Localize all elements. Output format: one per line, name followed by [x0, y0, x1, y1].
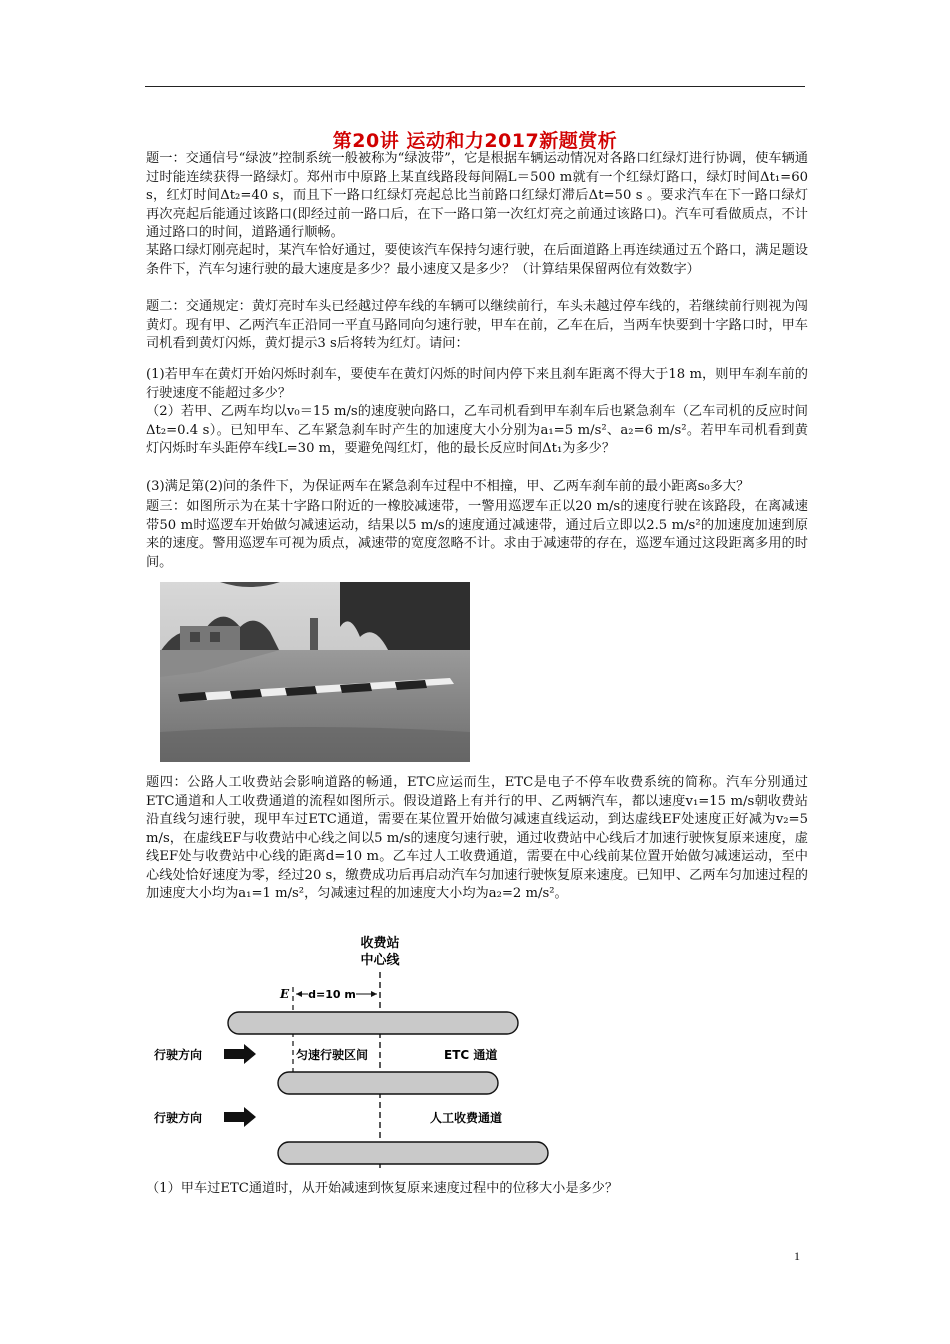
- lane-island-2: [278, 1072, 498, 1094]
- point-e-label: E: [280, 987, 290, 1001]
- manual-lane-label: 人工收费通道: [430, 1111, 503, 1125]
- question-2-part-1: (1)若甲车在黄灯开始闪烁时刹车，要使车在黄灯闪烁的时间内停下来且刹车距离不得大于18 m，则甲车刹车前的行驶速度不能超过多少？: [146, 367, 808, 401]
- etc-lane-label: ETC 通道: [444, 1048, 498, 1062]
- question-4: 题四：公路人工收费站会影响道路的畅通，ETC应运而生，ETC是电子不停车收费系统的简称。汽车分别通过ETC通道和人工收费通道的流程如图所示。假设道路上有并行的甲、乙两辆汽车，都以速度v₁=15 m/s朝收费站沿直线匀速行驶，现甲车过ETC通道，需要在某位置开始做匀减速直线运动，到达虚线EF处速度正好减为v₂=5 m/s，在虚线EF与收费站中心线之间以5 m/s的速度匀速行驶，通过收费站中心线后才加速行驶恢复原来速度，虚线EF处与收费站中心线的距离d=10 m。乙车过人工收费通道，需要在中心线前某位置开始做匀减速运动，至中心线处恰好速度为零，经过20 s，缴费成功后再启动汽车匀加速行驶恢复原来速度。已知甲、乙两车匀加速过程的加速度大小均为a₁=1 m/s²，匀减速过程的加速度大小均为a₂=2 m/s²。: [146, 775, 808, 901]
- question-2-part-3: (3)满足第(2)问的条件下，为保证两车在紧急刹车过程中不相撞，甲、乙两车刹车前的最小距离s₀多大？: [146, 479, 750, 494]
- uniform-zone-label: 匀速行驶区间: [296, 1048, 369, 1062]
- toll-lane-diagram: [148, 932, 568, 1176]
- direction-label-2: 行驶方向: [154, 1111, 203, 1125]
- arrow-right-icon: [224, 1044, 256, 1064]
- question-3: 题三：如图所示为在某十字路口附近的一橡胶减速带，一警用巡逻车正以20 m/s的速度行驶在该路段，在离减速带50 m时巡逻车开始做匀减速运动，结果以5 m/s的速度通过减速带，通过后立即以2.5 m/s²的加速度加速到原来的速度。警用巡逻车可视为质点，减速带的宽度忽略不计。求由于减速带的存在，巡逻车通过这段距离多用的时间。: [146, 499, 808, 570]
- question-1-ask: 某路口绿灯刚亮起时，某汽车恰好通过，要使该汽车保持匀速行驶，在后面道路上再连续通过五个路口，满足题设条件下，汽车匀速行驶的最大速度是多少？最小速度又是多少？（计算结果保留两位有效数字）: [146, 243, 808, 277]
- page-title: 第20讲 运动和力2017新题赏析: [332, 130, 618, 152]
- header-rule: [145, 86, 805, 87]
- toll-centerline-label-2: 中心线: [360, 953, 400, 968]
- distance-label: d=10 m: [308, 988, 356, 1001]
- page-number: 1: [794, 1249, 800, 1263]
- direction-label-1: 行驶方向: [154, 1048, 203, 1062]
- lane-island-3: [278, 1142, 548, 1164]
- question-4-part-1: （1）甲车过ETC通道时，从开始减速到恢复原来速度过程中的位移大小是多少？: [146, 1181, 619, 1196]
- question-2: 题二：交通规定：黄灯亮时车头已经越过停车线的车辆可以继续前行，车头未越过停车线的，若继续前行则视为闯黄灯。现有甲、乙两汽车正沿同一平直马路同向匀速行驶，甲车在前，乙车在后，当两车快要到十字路口时，甲车司机看到黄灯闪烁，黄灯提示3 s后将转为红灯。请问：: [146, 299, 808, 351]
- speed-bump-photo: [160, 582, 470, 762]
- arrow-right-icon: [224, 1107, 256, 1127]
- toll-centerline-label-1: 收费站: [360, 936, 400, 951]
- question-1: 题一：交通信号“绿波”控制系统一般被称为“绿波带”，它是根据车辆运动情况对各路口红绿灯进行协调，使车辆通过时能连续获得一路绿灯。郑州市中原路上某直线路段每间隔L＝500 m就有一个红绿灯路口，绿灯时间Δt₁=60 s，红灯时间Δt₂=40 s，而且下一路口红绿灯亮起总比当前路口红绿灯滞后Δt=50 s 。要求汽车在下一路口绿灯再次亮起后能通过该路口(即经过前一路口后，在下一路口第一次红灯亮之前通过该路口)。汽车可看做质点，不计通过路口的时间，道路通行顺畅。: [146, 151, 808, 240]
- question-2-part-2: （2）若甲、乙两车均以v₀＝15 m/s的速度驶向路口，乙车司机看到甲车刹车后也紧急刹车（乙车司机的反应时间Δt₂=0.4 s）。已知甲车、乙车紧急刹车时产生的加速度大小分别为a₁=5 m/s²、a₂=6 m/s²。若甲车司机看到黄灯闪烁时车头距停车线L=30 m，要避免闯红灯，他的最长反应时间Δt₁为多少？: [146, 404, 808, 456]
- lane-island-1: [228, 1012, 518, 1034]
